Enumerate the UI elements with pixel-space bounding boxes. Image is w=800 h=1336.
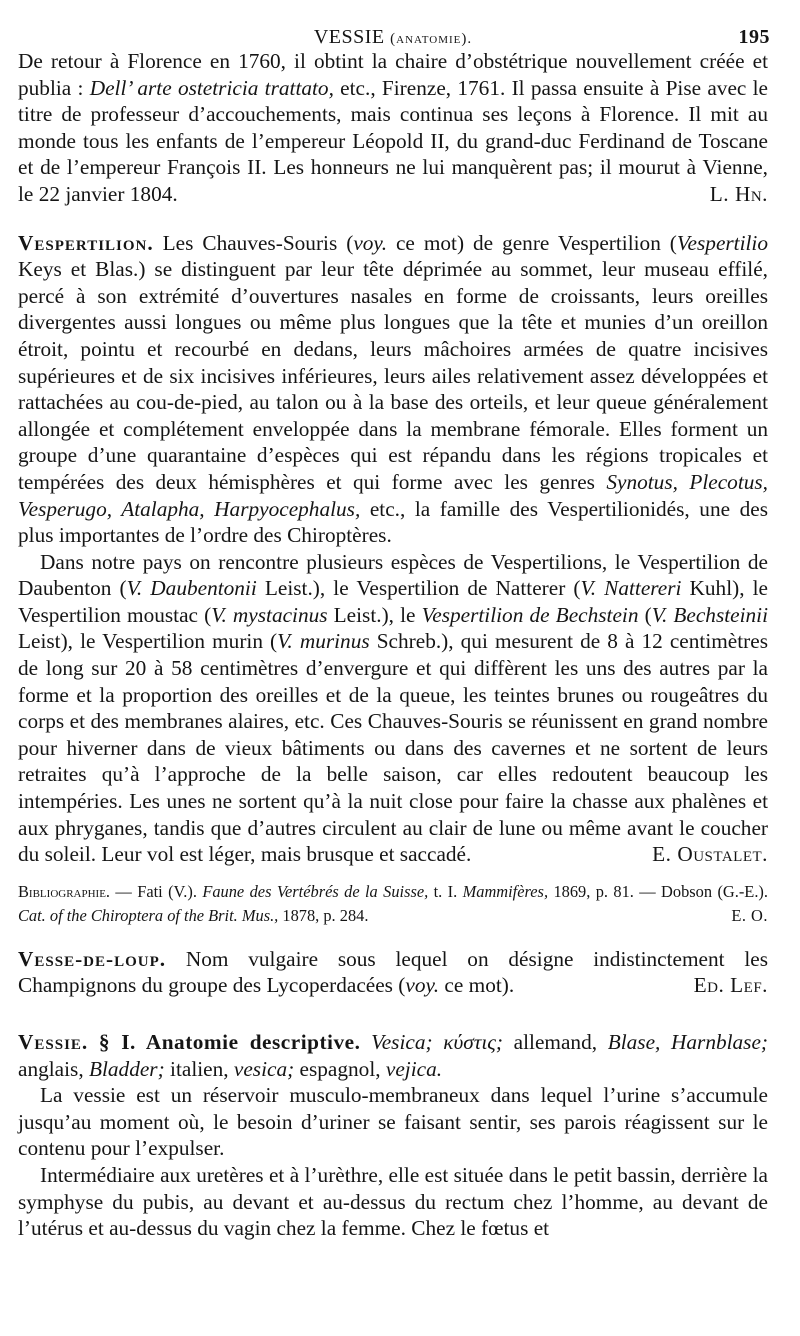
text-run: espagnol, (294, 1056, 386, 1081)
text-run: Schreb.), qui mesurent de 8 à 12 centimètres de long sur 20 à 58 centimètres d’envergure et qui diffèrent les uns des autres par la forme et la proportion des oreilles et de la queue, les teintes brunes ou rougeâtres du corps et des membranes alaires, etc. Ces Chauves-Souris se réunissent en grand nombre pour hiverner dans de vieux bâtiments ou dans des cavernes et ne sortent de leurs retraites qu’à l’approche de la belle saison, car elles redoutent beaucoup les intempéries. Les unes ne sortent qu’à la nuit close pour faire la chasse aux phalènes et aux phryganes, tandis que d’autres circulent au clair de lune ou même avant le coucher du soleil. Leur vol est léger, mais brusque et saccadé. (18, 629, 769, 867)
page-number: 195 (738, 26, 770, 48)
italic-genus: Vespertilio (676, 230, 769, 255)
italic-ref: voy. (353, 230, 388, 255)
text-run: Leist.), le Vespertilion de Natterer ( (256, 576, 581, 601)
entry-heading: Vessie. (18, 1030, 89, 1054)
text-run: ce mot). (439, 973, 515, 998)
body-text (18, 48, 768, 1242)
entry-heading: Vespertilion. (18, 230, 154, 255)
text-run: allemand, (503, 1030, 608, 1054)
italic-species: V. mystacinus (211, 602, 328, 627)
running-title (18, 26, 768, 49)
entry-heading: Vesse-de-loup. (18, 946, 167, 971)
bibliography-label: Bibliographie. (18, 881, 111, 901)
italic-species: V. murinus (277, 629, 370, 654)
italic-term: Blase, Harnblase; (607, 1030, 769, 1054)
text-run: etc., la famille des Vespertilionidés, une des plus importantes de l’ordre des Chiroptères. (18, 496, 768, 548)
paragraph-vessie-situation: Intermédiaire aux uretères et à l’urèthre, elle est située dans le petit bassin, derrière la symphyse du pubis, au devant et au-dessus du rectum chez l’homme, au devant de l’utérus et au-dessus du vagin chez la femme. Chez le fœtus et (18, 1162, 768, 1241)
italic-title: Mammifères, (462, 881, 549, 901)
text-run: 1869, p. 81. — Dobson (G.-E.). (548, 881, 768, 901)
italic-species: V. Nattereri (580, 576, 682, 601)
text-run: 1878, p. 284. (278, 905, 369, 925)
paragraph-vespertilions (18, 549, 768, 868)
text-run: Leist.), le (327, 602, 422, 627)
entry-vesse-de-loup (18, 946, 768, 999)
italic-species: Vespertilion de Bechstein (421, 602, 639, 627)
text-run: Keys et Blas.) se distinguent par leur tête déprimée au sommet, leur museau effilé, percé à son extrémité d’ouvertures nasales en forme de croissants, leurs oreilles divergentes aussi longues ou même plus longues que la tête et munies d’un oreillon étroit, pointu et recourbé en dedans, leurs mâchoires armées de quatre incisives supérieures et de six incisives inférieures, leurs ailes relativement assez développées et rattachées au cou-de-pied, au talon ou à la base des orteils, et leur queue généralement allongée et complétement enveloppée dans la membrane fémorale. Elles forment un groupe d’une quarantaine d’espèces qui est répandu dans les régions tropicales et tempérées des deux hémisphères et qui forme avec les genres (18, 257, 768, 494)
text-run: anglais, (18, 1056, 89, 1081)
text-run: Leist), le Vespertilion murin ( (18, 629, 278, 654)
section-title: § I. Anatomie descriptive. (98, 1030, 361, 1054)
entry-vessie (18, 1029, 768, 1082)
italic-ref: voy. (405, 973, 440, 998)
text-run: ( (638, 602, 652, 627)
entry-vespertilion (18, 230, 768, 549)
author-signature: Ed. Lef. (693, 973, 768, 998)
text-run: italien, (164, 1056, 234, 1081)
text-run: — Fati (V.). (110, 881, 203, 901)
italic-term: vejica. (385, 1056, 443, 1081)
text-run: De retour à Florence en 1760, il obtint la chaire d’obstétrique nouvellement créée et publia : (18, 49, 768, 100)
text-run: t. I. (428, 881, 463, 901)
italic-term: vesica; (233, 1056, 295, 1081)
italic-species: V. Bechsteinii (651, 602, 769, 627)
italic-title: Faune des Vertébrés de la Suisse, (202, 881, 429, 901)
running-title-main: VESSIE (313, 26, 385, 48)
author-signature: E. O. (731, 905, 768, 925)
text-run: Kuhl), le Vespertilion moustac ( (18, 576, 768, 627)
text-run: ce mot) de genre Vespertilion ( (387, 230, 677, 255)
paragraph-vessie-definition: La vessie est un réservoir musculo-membraneux dans lequel l’urine s’accumule jusqu’au moment où, le besoin d’uriner se faisant sentir, ses parois réagissent sur le contenu pour l’expulser. (18, 1083, 768, 1161)
text-run: etc., Firenze, 1761. Il passa ensuite à Pise avec le titre de professeur d’accouchements, mais continua ses leçons à Florence. Il mit au monde tous les enfants de l’empereur Léopold II, du grand-duc Ferdinand de Toscane et de l’empereur François II. Les honneurs ne lui manquèrent pas; il mourut à Vienne, le 22 janvier 1804. (18, 75, 768, 206)
italic-term: Vesica; κύστις; (371, 1030, 503, 1054)
italic-species: V. Daubentonii (126, 576, 257, 601)
italic-title: Cat. of the Chiroptera of the Brit. Mus., (18, 905, 279, 925)
author-signature: E. Oustalet. (652, 842, 768, 867)
italic-title: Dell’ arte ostetricia trattato, (89, 75, 334, 100)
author-signature: L. Hn. (709, 181, 768, 206)
page (18, 14, 768, 1242)
italic-genera: Synotus, Plecotus, Vesperugo, Atalapha, Harpyocephalus, (18, 469, 769, 521)
running-title-sub: (anatomie). (390, 31, 473, 47)
italic-term: Bladder; (88, 1056, 165, 1081)
paragraph-1 (18, 48, 768, 208)
text-run (360, 1030, 371, 1054)
bibliography (18, 880, 768, 928)
text-run: Dans notre pays on rencontre plusieurs espèces de Vespertilions, le Vespertilion de Daubenton ( (18, 549, 768, 601)
running-header (18, 14, 768, 48)
text-run: Nom vulgaire sous lequel on désigne indistinctement les Champignons du groupe des Lycoperdacées ( (18, 946, 768, 998)
text-run: Les Chauves-Souris ( (153, 230, 354, 255)
